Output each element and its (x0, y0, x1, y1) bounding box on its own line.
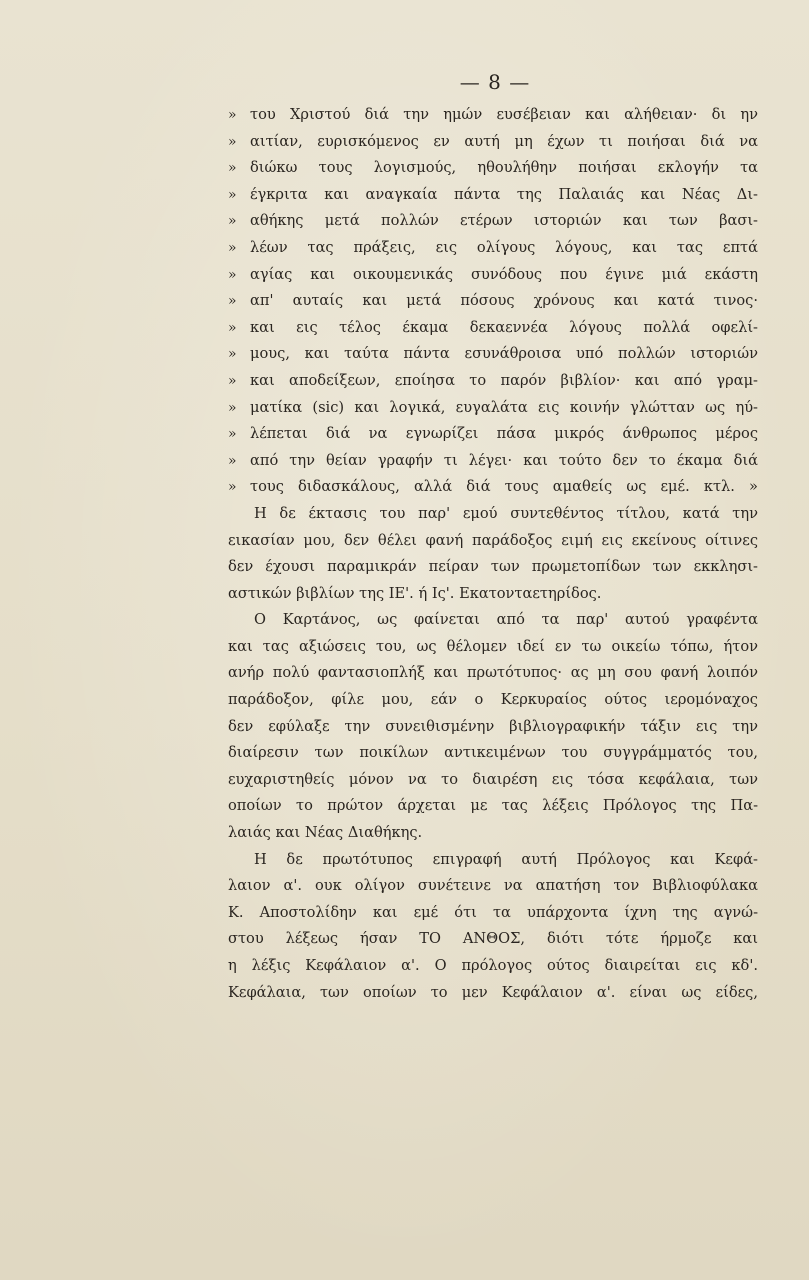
text-line: » έγκριτα και αναγκαία πάντα της Παλαιάς και Νέας Δι- (228, 182, 758, 209)
text-line: » λέπεται διά να εγνωρίζει πάσα μικρός άνθρωπος μέρος (228, 421, 758, 448)
text-line: » ματίκα (sic) και λογικά, ευγαλάτα εις κοινήν γλώτταν ως ηύ- (228, 395, 758, 422)
text-line: » αιτίαν, ευρισκόμενος εν αυτή μη έχων τι ποιήσαι διά να (228, 129, 758, 156)
paragraph-end-line: αστικών βιβλίων της ΙΕ'. ή Ις'. Εκατονταετηρίδος. (228, 584, 602, 602)
text-line: » του Χριστού διά την ημών ευσέβειαν και αλήθειαν· δι ην (228, 102, 758, 129)
paragraph-start-line: Η δε έκτασις του παρ' εμού συντεθέντος τίτλου, κατά την (254, 504, 758, 522)
text-line: στου λέξεως ήσαν ΤΟ ΑΝΘΟΣ, διότι τότε ήρμοζε και (228, 930, 758, 948)
text-line: ανήρ πολύ φαντασιοπλήξ και πρωτότυπος· ας μη σου φανή λοιπόν (228, 664, 758, 682)
text-line: εικασίαν μου, δεν θέλει φανή παράδοξος ειμή εις εκείνους οίτινες (228, 531, 758, 549)
text-line: οποίων το πρώτον άρχεται με τας λέξεις Πρόλογος της Πα- (228, 797, 758, 815)
body-text (228, 102, 758, 1006)
paragraph-end-line: λαιάς και Νέας Διαθήκης. (228, 824, 423, 842)
text-line: λαιον α'. ουκ ολίγον συνέτεινε να απατήση τον Βιβλιοφύλακα (228, 877, 758, 895)
text-line: η λέξις Κεφάλαιον α'. Ο πρόλογος ούτος διαιρείται εις κδ'. (228, 957, 758, 974)
text-line: » τους διδασκάλους, αλλά διά τους αμαθείς ως εμέ. κτλ. » (228, 474, 758, 501)
text-line: Κ. Αποστολίδην και εμέ ότι τα υπάρχοντα ίχνη της αγνώ- (228, 903, 758, 921)
paragraph-start-line: Η δε πρωτότυπος επιγραφή αυτή Πρόλογος και Κεφά- (254, 850, 758, 868)
text-line: » και αποδείξεων, εποίησα το παρόν βιβλίον· και από γραμ- (228, 368, 758, 395)
text-line: » διώκω τους λογισμούς, ηθουλήθην ποιήσαι εκλογήν τα (228, 155, 758, 182)
text-line: δεν εφύλαξε την συνειθισμένην βιβλιογραφικήν τάξιν εις την (228, 717, 758, 735)
paragraph-start-line: Ο Καρτάνος, ως φαίνεται από τα παρ' αυτού γραφέντα (254, 611, 758, 629)
text-line: » και εις τέλος έκαμα δεκαεννέα λόγους πολλά οφελί- (228, 315, 758, 342)
text-line: παράδοξον, φίλε μου, εάν ο Κερκυραίος ούτος ιερομόναχος (228, 691, 758, 709)
text-line: » απ' αυταίς και μετά πόσους χρόνους και κατά τινος· (228, 288, 758, 315)
text-line: » μους, και ταύτα πάντα εσυνάθροισα υπό πολλών ιστοριών (228, 341, 758, 368)
text-line: διαίρεσιν των ποικίλων αντικειμένων του συγγράμματός του, (228, 744, 758, 762)
page-number: — 8 — (459, 70, 531, 94)
text-line: » λέων τας πράξεις, εις ολίγους λόγους, και τας επτά (228, 235, 758, 262)
text-line: » αγίας και οικουμενικάς συνόδους που έγινε μιά εκάστη (228, 262, 758, 289)
text-line: » αθήκης μετά πολλών ετέρων ιστοριών και των βασι- (228, 208, 758, 235)
text-line: ευχαριστηθείς μόνον να το διαιρέση εις τόσα κεφάλαια, των (228, 770, 758, 788)
text-line: δεν έχουσι παραμικράν πείραν των πρωμετοπίδων των εκκλησι- (228, 558, 758, 576)
text-line: » από την θείαν γραφήν τι λέγει· και τούτο δεν το έκαμα διά (228, 448, 758, 475)
text-line: Κεφάλαια, των οποίων το μεν Κεφάλαιον α'. είναι ως είδες, (228, 983, 758, 1001)
text-line: και τας αξιώσεις του, ως θέλομεν ιδεί εν τω οικείω τόπω, ήτον (228, 637, 758, 655)
